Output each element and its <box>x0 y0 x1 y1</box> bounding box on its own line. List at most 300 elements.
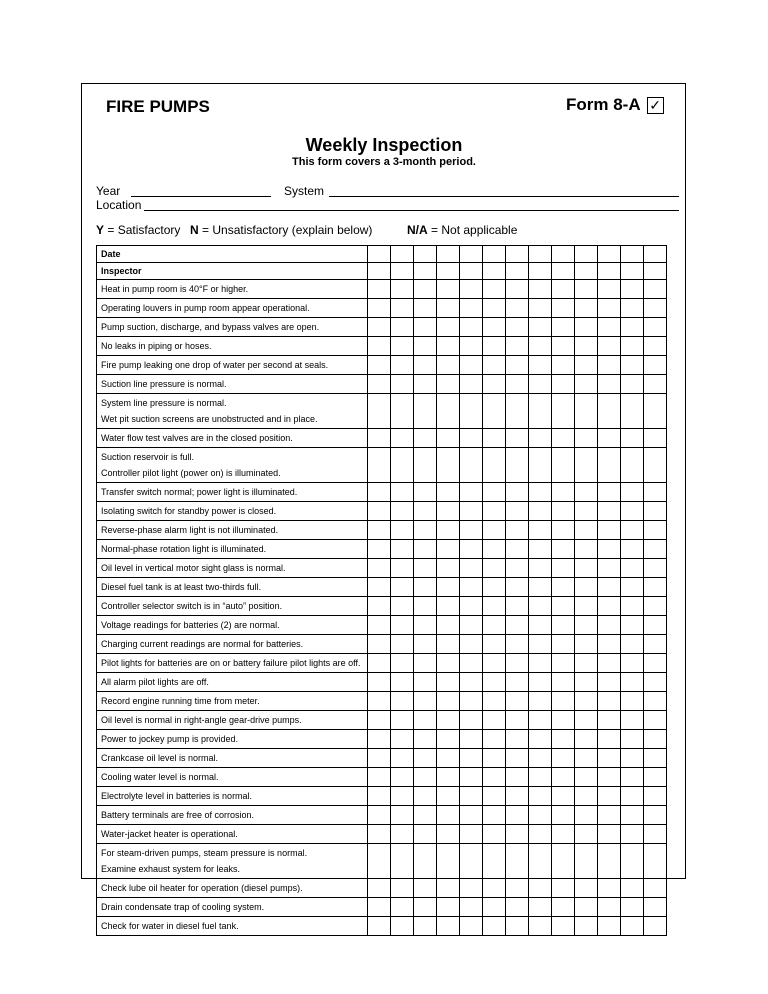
entry-cell[interactable] <box>506 768 529 787</box>
entry-cell[interactable] <box>529 246 552 263</box>
entry-cell[interactable] <box>483 806 506 825</box>
entry-cell[interactable] <box>391 578 414 597</box>
entry-cell[interactable] <box>529 448 552 483</box>
entry-cell[interactable] <box>575 768 598 787</box>
entry-cell[interactable] <box>644 711 667 730</box>
entry-cell[interactable] <box>529 787 552 806</box>
entry-cell[interactable] <box>644 448 667 483</box>
entry-cell[interactable] <box>414 844 437 879</box>
year-field[interactable] <box>131 196 271 197</box>
entry-cell[interactable] <box>552 597 575 616</box>
entry-cell[interactable] <box>506 521 529 540</box>
entry-cell[interactable] <box>437 280 460 299</box>
entry-cell[interactable] <box>506 356 529 375</box>
entry-cell[interactable] <box>552 337 575 356</box>
entry-cell[interactable] <box>391 394 414 429</box>
entry-cell[interactable] <box>437 898 460 917</box>
entry-cell[interactable] <box>644 502 667 521</box>
entry-cell[interactable] <box>598 448 621 483</box>
entry-cell[interactable] <box>575 337 598 356</box>
entry-cell[interactable] <box>368 375 391 394</box>
entry-cell[interactable] <box>437 299 460 318</box>
entry-cell[interactable] <box>483 299 506 318</box>
entry-cell[interactable] <box>460 318 483 337</box>
entry-cell[interactable] <box>437 263 460 280</box>
entry-cell[interactable] <box>575 483 598 502</box>
entry-cell[interactable] <box>437 559 460 578</box>
entry-cell[interactable] <box>621 337 644 356</box>
entry-cell[interactable] <box>506 246 529 263</box>
entry-cell[interactable] <box>552 280 575 299</box>
entry-cell[interactable] <box>414 280 437 299</box>
entry-cell[interactable] <box>621 654 644 673</box>
entry-cell[interactable] <box>575 559 598 578</box>
entry-cell[interactable] <box>598 318 621 337</box>
entry-cell[interactable] <box>506 559 529 578</box>
entry-cell[interactable] <box>391 616 414 635</box>
entry-cell[interactable] <box>644 787 667 806</box>
entry-cell[interactable] <box>460 483 483 502</box>
entry-cell[interactable] <box>368 483 391 502</box>
entry-cell[interactable] <box>506 692 529 711</box>
entry-cell[interactable] <box>483 825 506 844</box>
entry-cell[interactable] <box>460 844 483 879</box>
entry-cell[interactable] <box>437 806 460 825</box>
entry-cell[interactable] <box>368 917 391 936</box>
entry-cell[interactable] <box>644 825 667 844</box>
entry-cell[interactable] <box>391 263 414 280</box>
entry-cell[interactable] <box>414 730 437 749</box>
entry-cell[interactable] <box>552 521 575 540</box>
entry-cell[interactable] <box>437 616 460 635</box>
entry-cell[interactable] <box>529 692 552 711</box>
entry-cell[interactable] <box>644 768 667 787</box>
entry-cell[interactable] <box>460 768 483 787</box>
entry-cell[interactable] <box>598 375 621 394</box>
entry-cell[interactable] <box>391 730 414 749</box>
entry-cell[interactable] <box>598 540 621 559</box>
entry-cell[interactable] <box>414 299 437 318</box>
entry-cell[interactable] <box>391 749 414 768</box>
entry-cell[interactable] <box>483 337 506 356</box>
entry-cell[interactable] <box>529 540 552 559</box>
entry-cell[interactable] <box>437 394 460 429</box>
entry-cell[interactable] <box>460 394 483 429</box>
entry-cell[interactable] <box>506 429 529 448</box>
entry-cell[interactable] <box>621 502 644 521</box>
entry-cell[interactable] <box>368 787 391 806</box>
entry-cell[interactable] <box>621 692 644 711</box>
entry-cell[interactable] <box>368 825 391 844</box>
entry-cell[interactable] <box>529 318 552 337</box>
entry-cell[interactable] <box>644 559 667 578</box>
entry-cell[interactable] <box>391 318 414 337</box>
entry-cell[interactable] <box>460 673 483 692</box>
entry-cell[interactable] <box>621 635 644 654</box>
entry-cell[interactable] <box>391 280 414 299</box>
entry-cell[interactable] <box>460 597 483 616</box>
entry-cell[interactable] <box>414 597 437 616</box>
entry-cell[interactable] <box>644 730 667 749</box>
entry-cell[interactable] <box>414 825 437 844</box>
entry-cell[interactable] <box>575 540 598 559</box>
entry-cell[interactable] <box>460 540 483 559</box>
entry-cell[interactable] <box>437 246 460 263</box>
entry-cell[interactable] <box>644 318 667 337</box>
entry-cell[interactable] <box>552 394 575 429</box>
entry-cell[interactable] <box>598 616 621 635</box>
entry-cell[interactable] <box>575 616 598 635</box>
entry-cell[interactable] <box>506 448 529 483</box>
entry-cell[interactable] <box>391 635 414 654</box>
entry-cell[interactable] <box>414 394 437 429</box>
entry-cell[interactable] <box>368 540 391 559</box>
entry-cell[interactable] <box>552 502 575 521</box>
entry-cell[interactable] <box>621 749 644 768</box>
entry-cell[interactable] <box>414 654 437 673</box>
entry-cell[interactable] <box>644 749 667 768</box>
entry-cell[interactable] <box>644 337 667 356</box>
entry-cell[interactable] <box>460 917 483 936</box>
entry-cell[interactable] <box>414 559 437 578</box>
entry-cell[interactable] <box>529 429 552 448</box>
entry-cell[interactable] <box>575 597 598 616</box>
entry-cell[interactable] <box>621 825 644 844</box>
system-field[interactable] <box>329 196 679 197</box>
entry-cell[interactable] <box>437 711 460 730</box>
entry-cell[interactable] <box>552 246 575 263</box>
entry-cell[interactable] <box>552 711 575 730</box>
entry-cell[interactable] <box>644 246 667 263</box>
entry-cell[interactable] <box>529 749 552 768</box>
entry-cell[interactable] <box>368 448 391 483</box>
entry-cell[interactable] <box>529 844 552 879</box>
entry-cell[interactable] <box>506 673 529 692</box>
entry-cell[interactable] <box>368 521 391 540</box>
entry-cell[interactable] <box>368 806 391 825</box>
entry-cell[interactable] <box>598 337 621 356</box>
entry-cell[interactable] <box>483 616 506 635</box>
entry-cell[interactable] <box>368 673 391 692</box>
entry-cell[interactable] <box>575 356 598 375</box>
entry-cell[interactable] <box>552 429 575 448</box>
entry-cell[interactable] <box>368 749 391 768</box>
entry-cell[interactable] <box>437 483 460 502</box>
entry-cell[interactable] <box>552 825 575 844</box>
entry-cell[interactable] <box>437 502 460 521</box>
entry-cell[interactable] <box>598 749 621 768</box>
entry-cell[interactable] <box>483 654 506 673</box>
entry-cell[interactable] <box>529 635 552 654</box>
entry-cell[interactable] <box>460 730 483 749</box>
entry-cell[interactable] <box>644 263 667 280</box>
entry-cell[interactable] <box>529 616 552 635</box>
entry-cell[interactable] <box>621 806 644 825</box>
entry-cell[interactable] <box>552 749 575 768</box>
entry-cell[interactable] <box>575 730 598 749</box>
entry-cell[interactable] <box>391 692 414 711</box>
entry-cell[interactable] <box>506 394 529 429</box>
entry-cell[interactable] <box>460 263 483 280</box>
entry-cell[interactable] <box>414 375 437 394</box>
entry-cell[interactable] <box>437 768 460 787</box>
entry-cell[interactable] <box>437 787 460 806</box>
entry-cell[interactable] <box>598 879 621 898</box>
entry-cell[interactable] <box>368 299 391 318</box>
entry-cell[interactable] <box>598 844 621 879</box>
entry-cell[interactable] <box>552 787 575 806</box>
entry-cell[interactable] <box>529 917 552 936</box>
entry-cell[interactable] <box>414 263 437 280</box>
entry-cell[interactable] <box>575 898 598 917</box>
entry-cell[interactable] <box>483 635 506 654</box>
entry-cell[interactable] <box>437 917 460 936</box>
entry-cell[interactable] <box>575 299 598 318</box>
entry-cell[interactable] <box>621 299 644 318</box>
entry-cell[interactable] <box>529 356 552 375</box>
entry-cell[interactable] <box>391 898 414 917</box>
entry-cell[interactable] <box>506 898 529 917</box>
entry-cell[interactable] <box>529 578 552 597</box>
entry-cell[interactable] <box>368 429 391 448</box>
entry-cell[interactable] <box>483 448 506 483</box>
entry-cell[interactable] <box>437 356 460 375</box>
entry-cell[interactable] <box>575 787 598 806</box>
entry-cell[interactable] <box>483 787 506 806</box>
entry-cell[interactable] <box>506 263 529 280</box>
entry-cell[interactable] <box>483 521 506 540</box>
entry-cell[interactable] <box>460 825 483 844</box>
entry-cell[interactable] <box>598 578 621 597</box>
entry-cell[interactable] <box>552 654 575 673</box>
entry-cell[interactable] <box>621 730 644 749</box>
entry-cell[interactable] <box>529 597 552 616</box>
entry-cell[interactable] <box>529 337 552 356</box>
entry-cell[interactable] <box>575 692 598 711</box>
entry-cell[interactable] <box>575 749 598 768</box>
entry-cell[interactable] <box>621 246 644 263</box>
entry-cell[interactable] <box>621 578 644 597</box>
entry-cell[interactable] <box>460 898 483 917</box>
entry-cell[interactable] <box>437 692 460 711</box>
entry-cell[interactable] <box>414 318 437 337</box>
entry-cell[interactable] <box>644 844 667 879</box>
entry-cell[interactable] <box>644 280 667 299</box>
entry-cell[interactable] <box>483 356 506 375</box>
entry-cell[interactable] <box>391 806 414 825</box>
entry-cell[interactable] <box>621 844 644 879</box>
entry-cell[interactable] <box>552 879 575 898</box>
entry-cell[interactable] <box>414 787 437 806</box>
entry-cell[interactable] <box>368 616 391 635</box>
entry-cell[interactable] <box>598 483 621 502</box>
entry-cell[interactable] <box>644 483 667 502</box>
entry-cell[interactable] <box>483 540 506 559</box>
entry-cell[interactable] <box>414 879 437 898</box>
entry-cell[interactable] <box>644 917 667 936</box>
entry-cell[interactable] <box>483 375 506 394</box>
entry-cell[interactable] <box>644 616 667 635</box>
entry-cell[interactable] <box>552 616 575 635</box>
entry-cell[interactable] <box>621 356 644 375</box>
entry-cell[interactable] <box>644 898 667 917</box>
entry-cell[interactable] <box>437 318 460 337</box>
entry-cell[interactable] <box>552 318 575 337</box>
entry-cell[interactable] <box>575 375 598 394</box>
entry-cell[interactable] <box>644 692 667 711</box>
entry-cell[interactable] <box>414 483 437 502</box>
entry-cell[interactable] <box>483 597 506 616</box>
entry-cell[interactable] <box>621 448 644 483</box>
entry-cell[interactable] <box>644 394 667 429</box>
entry-cell[interactable] <box>460 787 483 806</box>
entry-cell[interactable] <box>506 318 529 337</box>
entry-cell[interactable] <box>506 711 529 730</box>
entry-cell[interactable] <box>506 375 529 394</box>
entry-cell[interactable] <box>437 429 460 448</box>
entry-cell[interactable] <box>368 730 391 749</box>
entry-cell[interactable] <box>575 521 598 540</box>
entry-cell[interactable] <box>506 749 529 768</box>
entry-cell[interactable] <box>529 673 552 692</box>
entry-cell[interactable] <box>529 375 552 394</box>
entry-cell[interactable] <box>598 692 621 711</box>
entry-cell[interactable] <box>460 879 483 898</box>
entry-cell[interactable] <box>437 879 460 898</box>
entry-cell[interactable] <box>506 730 529 749</box>
entry-cell[interactable] <box>598 597 621 616</box>
entry-cell[interactable] <box>506 879 529 898</box>
entry-cell[interactable] <box>644 375 667 394</box>
entry-cell[interactable] <box>460 429 483 448</box>
entry-cell[interactable] <box>368 356 391 375</box>
entry-cell[interactable] <box>552 844 575 879</box>
entry-cell[interactable] <box>644 673 667 692</box>
entry-cell[interactable] <box>414 448 437 483</box>
entry-cell[interactable] <box>529 730 552 749</box>
entry-cell[interactable] <box>391 597 414 616</box>
entry-cell[interactable] <box>483 711 506 730</box>
entry-cell[interactable] <box>598 768 621 787</box>
entry-cell[interactable] <box>575 635 598 654</box>
entry-cell[interactable] <box>483 483 506 502</box>
entry-cell[interactable] <box>598 673 621 692</box>
entry-cell[interactable] <box>368 263 391 280</box>
entry-cell[interactable] <box>552 540 575 559</box>
entry-cell[interactable] <box>598 787 621 806</box>
entry-cell[interactable] <box>506 540 529 559</box>
entry-cell[interactable] <box>414 917 437 936</box>
entry-cell[interactable] <box>575 879 598 898</box>
entry-cell[interactable] <box>529 879 552 898</box>
entry-cell[interactable] <box>621 597 644 616</box>
entry-cell[interactable] <box>529 521 552 540</box>
entry-cell[interactable] <box>414 692 437 711</box>
entry-cell[interactable] <box>529 898 552 917</box>
entry-cell[interactable] <box>483 280 506 299</box>
entry-cell[interactable] <box>414 749 437 768</box>
entry-cell[interactable] <box>621 280 644 299</box>
entry-cell[interactable] <box>598 654 621 673</box>
entry-cell[interactable] <box>552 898 575 917</box>
entry-cell[interactable] <box>529 280 552 299</box>
entry-cell[interactable] <box>414 711 437 730</box>
entry-cell[interactable] <box>391 879 414 898</box>
entry-cell[interactable] <box>552 917 575 936</box>
entry-cell[interactable] <box>437 844 460 879</box>
entry-cell[interactable] <box>598 246 621 263</box>
entry-cell[interactable] <box>644 540 667 559</box>
entry-cell[interactable] <box>483 730 506 749</box>
entry-cell[interactable] <box>552 375 575 394</box>
entry-cell[interactable] <box>483 879 506 898</box>
entry-cell[interactable] <box>644 578 667 597</box>
entry-cell[interactable] <box>621 787 644 806</box>
entry-cell[interactable] <box>483 844 506 879</box>
entry-cell[interactable] <box>598 730 621 749</box>
entry-cell[interactable] <box>575 578 598 597</box>
entry-cell[interactable] <box>506 337 529 356</box>
entry-cell[interactable] <box>598 825 621 844</box>
entry-cell[interactable] <box>575 711 598 730</box>
entry-cell[interactable] <box>621 483 644 502</box>
entry-cell[interactable] <box>644 521 667 540</box>
entry-cell[interactable] <box>414 806 437 825</box>
entry-cell[interactable] <box>391 711 414 730</box>
entry-cell[interactable] <box>575 280 598 299</box>
entry-cell[interactable] <box>368 692 391 711</box>
entry-cell[interactable] <box>552 635 575 654</box>
entry-cell[interactable] <box>552 448 575 483</box>
entry-cell[interactable] <box>575 917 598 936</box>
entry-cell[interactable] <box>644 299 667 318</box>
entry-cell[interactable] <box>552 559 575 578</box>
entry-cell[interactable] <box>414 521 437 540</box>
entry-cell[interactable] <box>368 711 391 730</box>
entry-cell[interactable] <box>621 394 644 429</box>
entry-cell[interactable] <box>391 448 414 483</box>
entry-cell[interactable] <box>368 635 391 654</box>
entry-cell[interactable] <box>598 806 621 825</box>
entry-cell[interactable] <box>460 502 483 521</box>
entry-cell[interactable] <box>437 749 460 768</box>
entry-cell[interactable] <box>506 654 529 673</box>
entry-cell[interactable] <box>391 483 414 502</box>
entry-cell[interactable] <box>368 280 391 299</box>
entry-cell[interactable] <box>644 806 667 825</box>
entry-cell[interactable] <box>414 898 437 917</box>
entry-cell[interactable] <box>644 356 667 375</box>
entry-cell[interactable] <box>483 429 506 448</box>
entry-cell[interactable] <box>437 521 460 540</box>
entry-cell[interactable] <box>437 337 460 356</box>
entry-cell[interactable] <box>460 635 483 654</box>
entry-cell[interactable] <box>506 597 529 616</box>
entry-cell[interactable] <box>483 559 506 578</box>
entry-cell[interactable] <box>644 597 667 616</box>
entry-cell[interactable] <box>529 559 552 578</box>
entry-cell[interactable] <box>621 521 644 540</box>
entry-cell[interactable] <box>460 559 483 578</box>
entry-cell[interactable] <box>483 318 506 337</box>
entry-cell[interactable] <box>529 299 552 318</box>
entry-cell[interactable] <box>483 898 506 917</box>
entry-cell[interactable] <box>437 540 460 559</box>
entry-cell[interactable] <box>598 299 621 318</box>
entry-cell[interactable] <box>506 280 529 299</box>
entry-cell[interactable] <box>391 375 414 394</box>
entry-cell[interactable] <box>437 654 460 673</box>
